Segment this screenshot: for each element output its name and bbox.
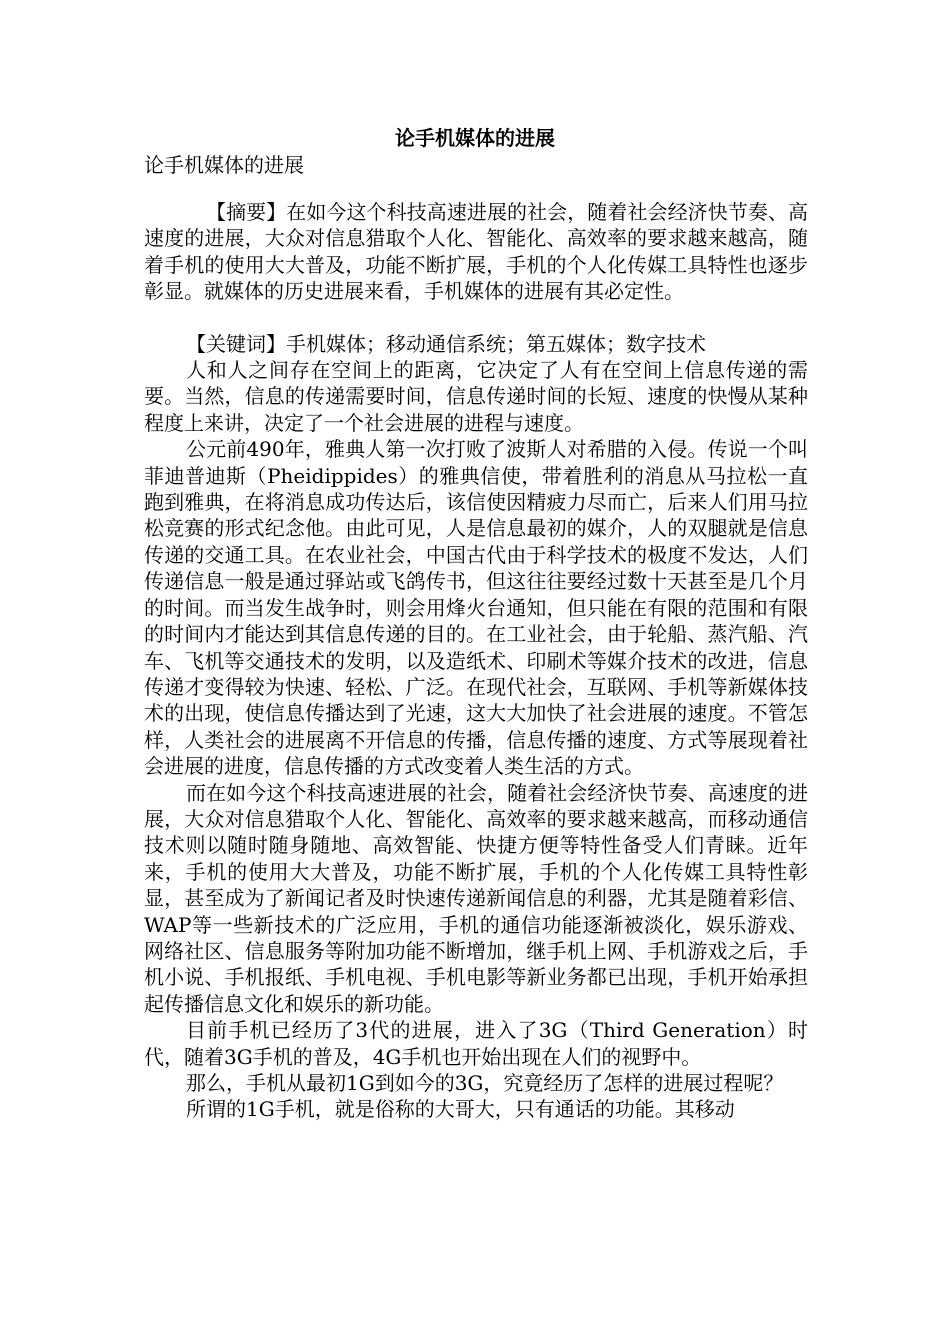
body-paragraph: 所谓的1G手机，就是俗称的大哥大，只有通话的功能。其移动 bbox=[186, 1097, 735, 1122]
abstract-paragraph: 【摘要】在如今这个科技高速进展的社会，随着社会经济快节奏、高速度的进展，大众对信息猎取个人化、智能化、高效率的要求越来越高，随着手机的使用大大普及，功能不断扩展，手机的个人化传媒工具特性也逐步彰显。就媒体的历史进展来看，手机媒体的进展有其必定性。 bbox=[144, 200, 808, 304]
body-paragraph: 而在如今这个科技高速进展的社会，随着社会经济快节奏、高速度的进展，大众对信息猎取个人化、智能化、高效率的要求越来越高，而移动通信技术则以随时随身随地、高效智能、快捷方便等特性备受人们青睐。近年来，手机的使用大大普及，功能不断扩展，手机的个人化传媒工具特性彰显，甚至成为了新闻记者及时快速传递新闻信息的利器，尤其是随着彩信、WAP等一些新技术的广泛应用，手机的通信功能逐渐被淡化，娱乐游戏、网络社区、信息服务等附加功能不断增加，继手机上网、手机游戏之后，手机小说、手机报纸、手机电视、手机电影等新业务都已出现，手机开始承担起传播信息文化和娱乐的新功能。 bbox=[144, 780, 808, 1016]
body-paragraph: 公元前490年，雅典人第一次打败了波斯人对希腊的入侵。传说一个叫菲迪普迪斯（Pheidippides）的雅典信使，带着胜利的消息从马拉松一直跑到雅典，在将消息成功传达后，该信使因精疲力尽而亡，后来人们用马拉松竞赛的形式纪念他。由此可见，人是信息最初的媒介，人的双腿就是信息传递的交通工具。在农业社会，中国古代由于科学技术的极度不发达，人们传递信息一般是通过驿站或飞鸽传书，但这往往要经过数十天甚至是几个月的时间。而当发生战争时，则会用烽火台通知，但只能在有限的范围和有限的时间内才能达到其信息传递的目的。在工业社会，由于轮船、蒸汽船、汽车、飞机等交通技术的发明，以及造纸术、印刷术等媒介技术的改进，信息传递才变得较为快速、轻松、广泛。在现代社会，互联网、手机等新媒体技术的出现，使信息传播达到了光速，这大大加快了社会进展的速度。不管怎样，人类社会的进展离不开信息的传播，信息传播的速度、方式等展现着社会进展的进度，信息传播的方式改变着人类生活的方式。 bbox=[144, 437, 808, 779]
body-paragraph: 人和人之间存在空间上的距离，它决定了人有在空间上信息传递的需要。当然，信息的传递需要时间，信息传递时间的长短、速度的快慢从某种程度上来讲，决定了一个社会进展的进程与速度。 bbox=[144, 358, 808, 435]
paragraph-spacer bbox=[144, 305, 808, 331]
keywords-paragraph: 【关键词】手机媒体；移动通信系统；第五媒体；数字技术 bbox=[186, 331, 706, 356]
body-paragraph: 目前手机已经历了3代的进展，进入了3G（Third Generation）时代，随着3G手机的普及，4G手机也开始出现在人们的视野中。 bbox=[144, 1018, 808, 1069]
document-body bbox=[144, 199, 808, 1123]
document-subtitle: 论手机媒体的进展 bbox=[144, 153, 304, 177]
body-paragraph: 那么，手机从最初1G到如今的3G，究竟经历了怎样的进展过程呢？ bbox=[186, 1071, 784, 1095]
document-title: 论手机媒体的进展 bbox=[395, 126, 555, 150]
